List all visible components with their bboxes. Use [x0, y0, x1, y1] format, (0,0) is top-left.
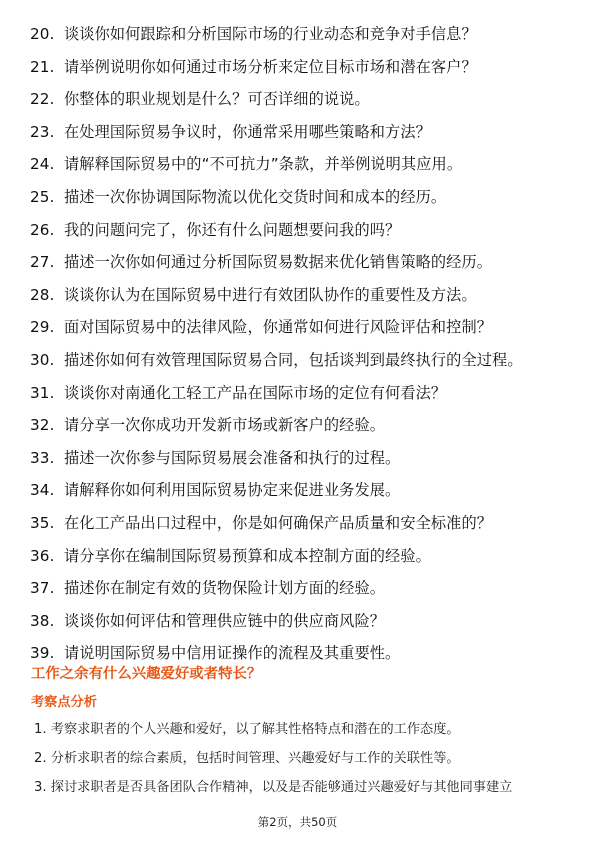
question-item [30, 122, 565, 142]
question-number: 28. [30, 285, 55, 304]
question-number: 39. [30, 644, 55, 663]
question-number: 30. [30, 350, 55, 369]
question-number: 24. [30, 155, 55, 174]
question-text: 请分享你在编制国际贸易预算和成本控制方面的经验。 [64, 546, 431, 565]
question-item [30, 285, 565, 305]
section-heading: 工作之余有什么兴趣爱好或者特长？ [31, 666, 262, 682]
question-item [30, 57, 565, 77]
analysis-point: 3. 探讨求职者是否具备团队合作精神，以及是否能够通过兴趣爱好与其他同事建立 [34, 780, 513, 795]
question-text: 请说明国际贸易中信用证操作的流程及其重要性。 [64, 644, 401, 663]
question-item [30, 415, 565, 435]
question-text: 请解释你如何利用国际贸易协定来促进业务发展。 [64, 481, 401, 500]
question-number: 22. [30, 90, 55, 109]
question-text: 请分享一次你成功开发新市场或新客户的经验。 [64, 416, 386, 435]
question-item [30, 317, 565, 337]
question-number: 37. [30, 579, 55, 598]
question-number: 25. [30, 187, 55, 206]
question-text: 描述一次你参与国际贸易展会准备和执行的过程。 [64, 448, 401, 467]
question-text: 描述你在制定有效的货物保险计划方面的经验。 [64, 579, 386, 598]
question-item [30, 252, 565, 272]
question-text: 谈谈你认为在国际贸易中进行有效团队协作的重要性及方法。 [64, 285, 477, 304]
question-text: 我的问题问完了，你还有什么问题想要问我的吗？ [64, 220, 401, 239]
question-text: 谈谈你对南通化工轻工产品在国际市场的定位有何看法？ [64, 383, 447, 402]
question-number: 26. [30, 220, 55, 239]
question-number: 20. [30, 25, 55, 43]
question-number: 36. [30, 546, 55, 565]
question-number: 32. [30, 416, 55, 435]
question-text: 描述一次你如何通过分析国际贸易数据来优化销售策略的经历。 [64, 253, 493, 272]
question-item [30, 611, 565, 631]
question-number: 38. [30, 611, 55, 630]
question-number: 31. [30, 383, 55, 402]
question-number: 27. [30, 253, 55, 272]
question-number: 23. [30, 122, 55, 141]
question-item [30, 448, 565, 468]
question-number: 34. [30, 481, 55, 500]
question-text: 谈谈你如何跟踪和分析国际市场的行业动态和竞争对手信息？ [64, 25, 477, 43]
analysis-point: 2. 分析求职者的综合素质，包括时间管理、兴趣爱好与工作的关联性等。 [34, 751, 460, 766]
question-text: 描述你如何有效管理国际贸易合同，包括谈判到最终执行的全过程。 [64, 350, 523, 369]
analysis-heading: 考察点分析 [31, 695, 97, 710]
question-item [30, 546, 565, 566]
analysis-point: 1. 考察求职者的个人兴趣和爱好，以了解其性格特点和潜在的工作态度。 [34, 722, 460, 737]
question-text: 面对国际贸易中的法律风险，你通常如何进行风险评估和控制？ [64, 318, 493, 337]
question-text: 谈谈你如何评估和管理供应链中的供应商风险？ [64, 611, 386, 630]
question-number: 21. [30, 57, 55, 76]
question-text: 在化工产品出口过程中，你是如何确保产品质量和安全标准的？ [64, 513, 493, 532]
analysis-list [34, 721, 564, 808]
question-item [30, 383, 565, 403]
question-item [30, 513, 565, 533]
page-number-footer: 第2页，共50页 [257, 815, 338, 829]
question-number: 35. [30, 513, 55, 532]
question-text: 描述一次你协调国际物流以优化交货时间和成本的经历。 [64, 187, 447, 206]
question-text: 请举例说明你如何通过市场分析来定位目标市场和潜在客户？ [64, 57, 477, 76]
question-item [30, 154, 565, 174]
question-item [30, 643, 565, 663]
question-text: 在处理国际贸易争议时，你通常采用哪些策略和方法？ [64, 122, 431, 141]
question-number: 33. [30, 448, 55, 467]
question-item [30, 187, 565, 207]
question-item [30, 350, 565, 370]
question-item [30, 24, 565, 44]
question-list [30, 24, 565, 676]
question-item [30, 480, 565, 500]
question-item [30, 89, 565, 109]
question-item [30, 220, 565, 240]
question-text: 你整体的职业规划是什么？可否详细的说说。 [64, 90, 370, 109]
question-text: 请解释国际贸易中的“不可抗力”条款，并举例说明其应用。 [64, 155, 463, 174]
question-item [30, 578, 565, 598]
question-number: 29. [30, 318, 55, 337]
